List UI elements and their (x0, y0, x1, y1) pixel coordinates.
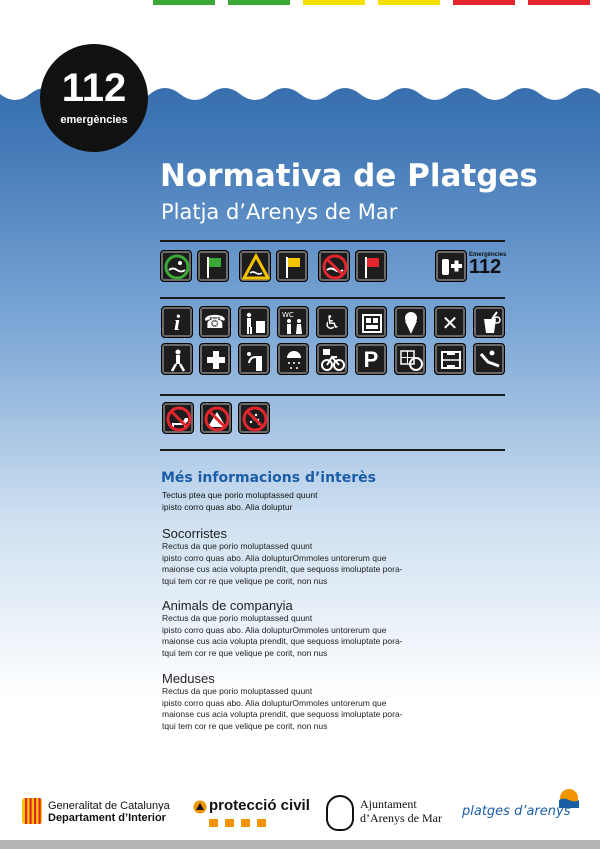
footer-stripe (0, 840, 600, 849)
booth-icon (355, 306, 387, 338)
ajuntament-line2: d’Arenys de Mar (360, 811, 442, 825)
divider (160, 449, 505, 451)
section-line: maionse cus acia volupta prendit, que sequoss imoluptate pora- (162, 636, 403, 646)
sports-area-icon (394, 343, 426, 375)
emergency-label: Emergències (469, 252, 507, 258)
bicycle-parking-icon (316, 343, 348, 375)
shower-icon (277, 343, 309, 375)
parking-icon: P (355, 343, 387, 375)
badge-number: 112 (61, 66, 127, 110)
no-camping-icon (200, 402, 232, 434)
wc-icon (277, 306, 309, 338)
section-line: tqui tem cor re que velique pe corit, non nus (162, 720, 328, 731)
proteccio-civil-text: protecció civil (209, 797, 310, 814)
section-text-socorristes (162, 541, 452, 587)
generalitat-line2: Departament d’Interior (48, 812, 166, 824)
section-title-socorristes: Socorristes (162, 526, 228, 541)
section-line: Rectus da que porio moluptassed quunt (162, 541, 313, 551)
info-line: Tectus ptea que porio moluptassed quunt (162, 490, 318, 500)
section-line: tqui tem cor re que velique pe corit, non nus (162, 575, 328, 586)
litter-bin-icon (238, 306, 270, 338)
section-line: maionse cus acia volupta prendit, que sequoss imoluptate pora- (162, 564, 403, 574)
accessible-walkway-icon (161, 343, 193, 375)
no-fishing-icon (238, 402, 270, 434)
divider (160, 297, 505, 299)
red-bar (453, 0, 515, 5)
divider (160, 240, 505, 242)
first-aid-icon (199, 343, 231, 375)
red-bar (528, 0, 590, 5)
drinking-fountain-icon (238, 343, 270, 375)
section-line: tqui tem cor re que velique pe corit, non nus (162, 647, 328, 658)
coat-of-arms-icon (326, 795, 354, 831)
generalitat-line1: Generalitat de Catalunya (48, 800, 170, 812)
section-title-meduses: Meduses (162, 671, 215, 686)
slide-icon (473, 343, 505, 375)
telephone-icon: ☎ (199, 306, 231, 338)
swimming-allowed-icon (160, 250, 192, 282)
yellow-flag-icon (276, 250, 308, 282)
yellow-bar (378, 0, 440, 5)
section-line: Rectus da que porio moluptassed quunt (162, 613, 313, 623)
restaurant-icon: ✕ (434, 306, 466, 338)
svg-text:WC: WC (282, 311, 294, 319)
info-text (162, 490, 462, 513)
flag-color-bars (0, 0, 600, 6)
red-flag-icon (355, 250, 387, 282)
accent-square (209, 819, 218, 827)
platges-arenys-text: platges d’arenys (462, 804, 571, 819)
section-line: ipisto corro quas abo. Alia dolupturOmmoles untorerum que (162, 552, 387, 563)
caution-swimming-icon (239, 250, 271, 282)
section-line: ipisto corro quas abo. Alia dolupturOmmoles untorerum que (162, 624, 387, 635)
accent-square (257, 819, 266, 827)
section-text-animals (162, 613, 452, 659)
emergency-112-badge (40, 44, 148, 152)
emergency-phone-icon (435, 250, 467, 282)
section-line: maionse cus acia volupta prendit, que sequoss imoluptate pora- (162, 709, 403, 719)
volleyball-icon (434, 343, 466, 375)
no-dogs-icon (162, 402, 194, 434)
ice-cream-icon (394, 306, 426, 338)
accessible-beach-icon: ♿ (316, 306, 348, 338)
section-title-animals: Animals de companyia (162, 598, 293, 613)
green-bar (228, 0, 290, 5)
emergency-number: 112 (469, 256, 502, 278)
information-icon: i (161, 306, 193, 338)
yellow-bar (303, 0, 365, 5)
drinks-icon (473, 306, 505, 338)
section-line: ipisto corro quas abo. Alia dolupturOmmoles untorerum que (162, 697, 387, 708)
section-text-meduses (162, 686, 452, 732)
swimming-prohibited-icon (318, 250, 350, 282)
accent-square (241, 819, 250, 827)
ajuntament-line1: Ajuntament (360, 797, 417, 811)
info-title: Més informacions d’interès (161, 470, 376, 486)
divider (160, 394, 505, 396)
catalan-flag-icon (22, 798, 42, 824)
section-line: Rectus da que porio moluptassed quunt (162, 686, 313, 696)
info-line: ipisto corro quas abo. Alia doluptur (162, 501, 293, 512)
accent-square (225, 819, 234, 827)
triangle-icon (193, 800, 207, 814)
green-bar (153, 0, 215, 5)
green-flag-icon (197, 250, 229, 282)
badge-label: emergències (60, 114, 128, 126)
page-title: Normativa de Platges (160, 158, 538, 194)
page-subtitle: Platja d’Arenys de Mar (161, 200, 398, 224)
